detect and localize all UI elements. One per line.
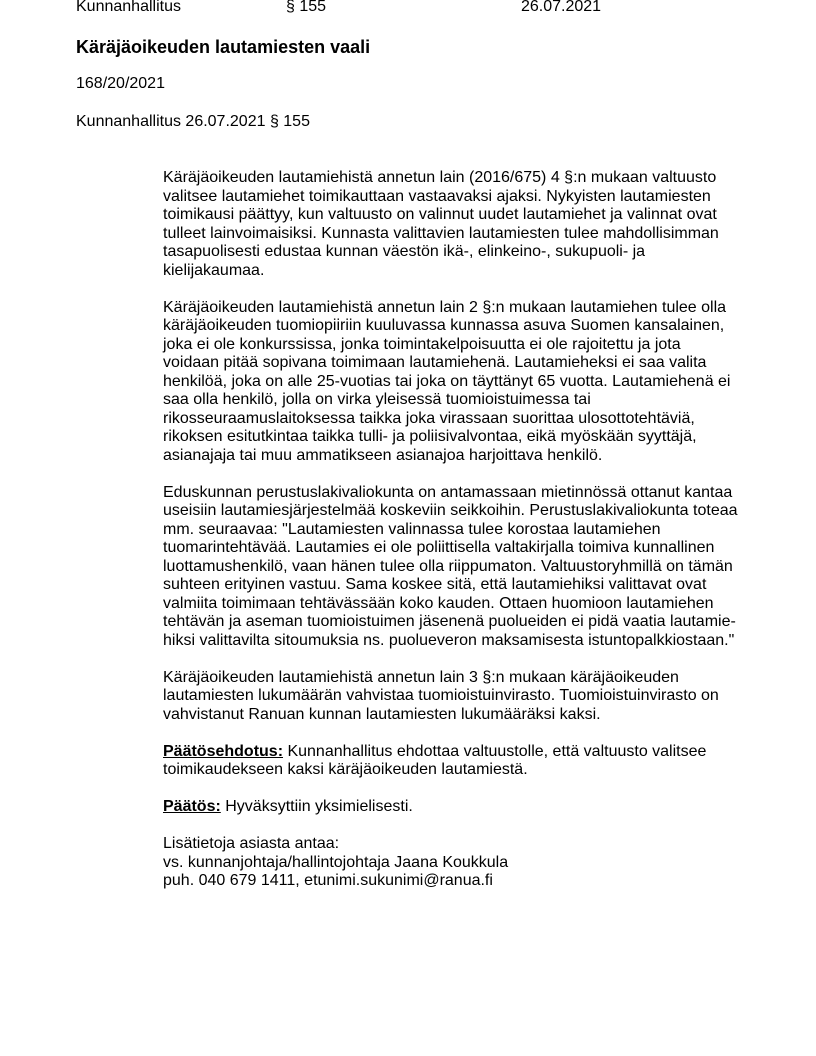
header-date: 26.07.2021	[521, 0, 602, 15]
proposal-text: Kunnanhallitus ehdottaa valtuustolle, että valtuusto valitsee	[283, 742, 707, 760]
text-line: voidaan pitää sopivana toimimaan lautamiehenä. Lautamieheksi ei saa valita	[163, 354, 707, 371]
meeting-reference: Kunnanhallitus 26.07.2021 § 155	[76, 113, 310, 130]
text-line: kielijakaumaa.	[163, 261, 265, 279]
text-line: tuomarintehtävää. Lautamies ei ole poliittisella valtakirjalla toimiva kunnallinen	[163, 539, 715, 556]
paragraph-4	[163, 669, 783, 725]
text-line: toimikausi päättyy, kun valtuusto on valinnut uudet lautamiehet ja valinnat ovat	[163, 206, 717, 223]
text-line	[163, 798, 783, 817]
text-line: saa olla henkilö, jolla on virka yleisessä tuomioistuimessa tai	[163, 391, 591, 408]
text-line: Lisätietoja asiasta antaa:	[163, 835, 340, 852]
text-line: asianajaja tai muu ammatikseen asianajoa harjoittava henkilö.	[163, 446, 603, 464]
header-body: Kunnanhallitus	[76, 0, 181, 15]
text-line: luottamushenkilö, vaan hänen tulee olla riippumaton. Valtuustoryhmillä on tämän	[163, 557, 733, 575]
contact-name: vs. kunnanjohtaja/hallintojohtaja Jaana Koukkula	[163, 853, 509, 871]
paragraph-1	[163, 169, 783, 280]
text-line: käräjäoikeuden tuomiopiiriin kuuluvassa kunnassa asuva Suomen kansalainen,	[163, 317, 725, 334]
text-line: Eduskunnan perustuslakivaliokunta on antamassaan mietinnössä ottanut kantaa	[163, 483, 733, 501]
text-line: hiksi valittavilta sitoumuksia ns. puolueveron maksamisesta istuntopalkkiostaan."	[163, 631, 735, 649]
text-line: toimikaudekseen kaksi käräjäoikeuden lautamiestä.	[163, 761, 528, 778]
text-line: valitsee lautamiehet toimikauttaan vastaavaksi ajaksi. Nykyisten lautamiesten	[163, 187, 711, 205]
contact-info	[163, 835, 783, 891]
text-line: tulleet lainvoimaisiksi. Kunnasta valittavien lautamiesten tulee mahdollisimman	[163, 224, 719, 242]
text-line: lautamiesten lukumäärän vahvistaa tuomioistuinvirasto. Tuomioistuinvirasto on	[163, 687, 719, 704]
text-line: henkilöä, joka on alle 25-vuotias tai joka on täyttänyt 65 vuotta. Lautamiehenä ei	[163, 372, 731, 390]
decision-proposal	[163, 743, 783, 780]
decision-text: Hyväksyttiin yksimielisesti.	[220, 798, 413, 815]
text-line: tehtävän ja aseman tuomioistuimen jäsenenä puolueiden ei pidä vaatia lautamie-	[163, 613, 736, 630]
paragraph-3	[163, 484, 783, 651]
text-line: rikosseuraamuslaitoksessa taikka joka virassaan suorittaa ulosottotehtäviä,	[163, 409, 695, 427]
proposal-label: Päätösehdotus:	[163, 742, 284, 760]
text-line: rikoksen esitutkintaa taikka tulli- ja poliisivalvontaa, eikä myöskään syyttäjä,	[163, 428, 697, 445]
decision	[163, 798, 783, 817]
text-line: valmiita toimimaan tehtävässään koko kauden. Ottaen huomioon lautamiehen	[163, 594, 714, 612]
text-line: useisiin lautamiesjärjestelmää koskeviin seikkoihin. Perustuslakivaliokunta toteaa	[163, 502, 738, 519]
page-title: Käräjäoikeuden lautamiesten vaali	[76, 37, 371, 57]
text-line: mm. seuraavaa: "Lautamiesten valinnassa tulee korostaa lautamiehen	[163, 520, 661, 538]
text-line	[163, 743, 783, 762]
text-line: vahvistanut Ranuan kunnan lautamiesten lukumääräksi kaksi.	[163, 705, 601, 723]
paragraph-2	[163, 299, 783, 466]
text-line: joka ei ole konkurssissa, jonka toimintakelpoisuutta ei ole rajoitettu ja jota	[163, 335, 681, 353]
case-number: 168/20/2021	[76, 75, 165, 92]
contact-phone-email: puh. 040 679 1411, etunimi.sukunimi@ranua.fi	[163, 872, 493, 889]
text-line: Käräjäoikeuden lautamiehistä annetun lain (2016/675) 4 §:n mukaan valtuusto	[163, 169, 717, 186]
decision-label: Päätös:	[163, 798, 221, 815]
document-body	[163, 169, 783, 909]
text-line: suhteen erityinen vastuu. Sama koskee sitä, että lautamiehiksi valittavat ovat	[163, 576, 707, 593]
text-line: Käräjäoikeuden lautamiehistä annetun lain 3 §:n mukaan käräjäoikeuden	[163, 668, 679, 686]
text-line: tasapuolisesti edustaa kunnan väestön ikä-, elinkeino-, sukupuoli- ja	[163, 243, 646, 260]
header-section: § 155	[286, 0, 327, 15]
text-line: Käräjäoikeuden lautamiehistä annetun lain 2 §:n mukaan lautamiehen tulee olla	[163, 298, 727, 316]
